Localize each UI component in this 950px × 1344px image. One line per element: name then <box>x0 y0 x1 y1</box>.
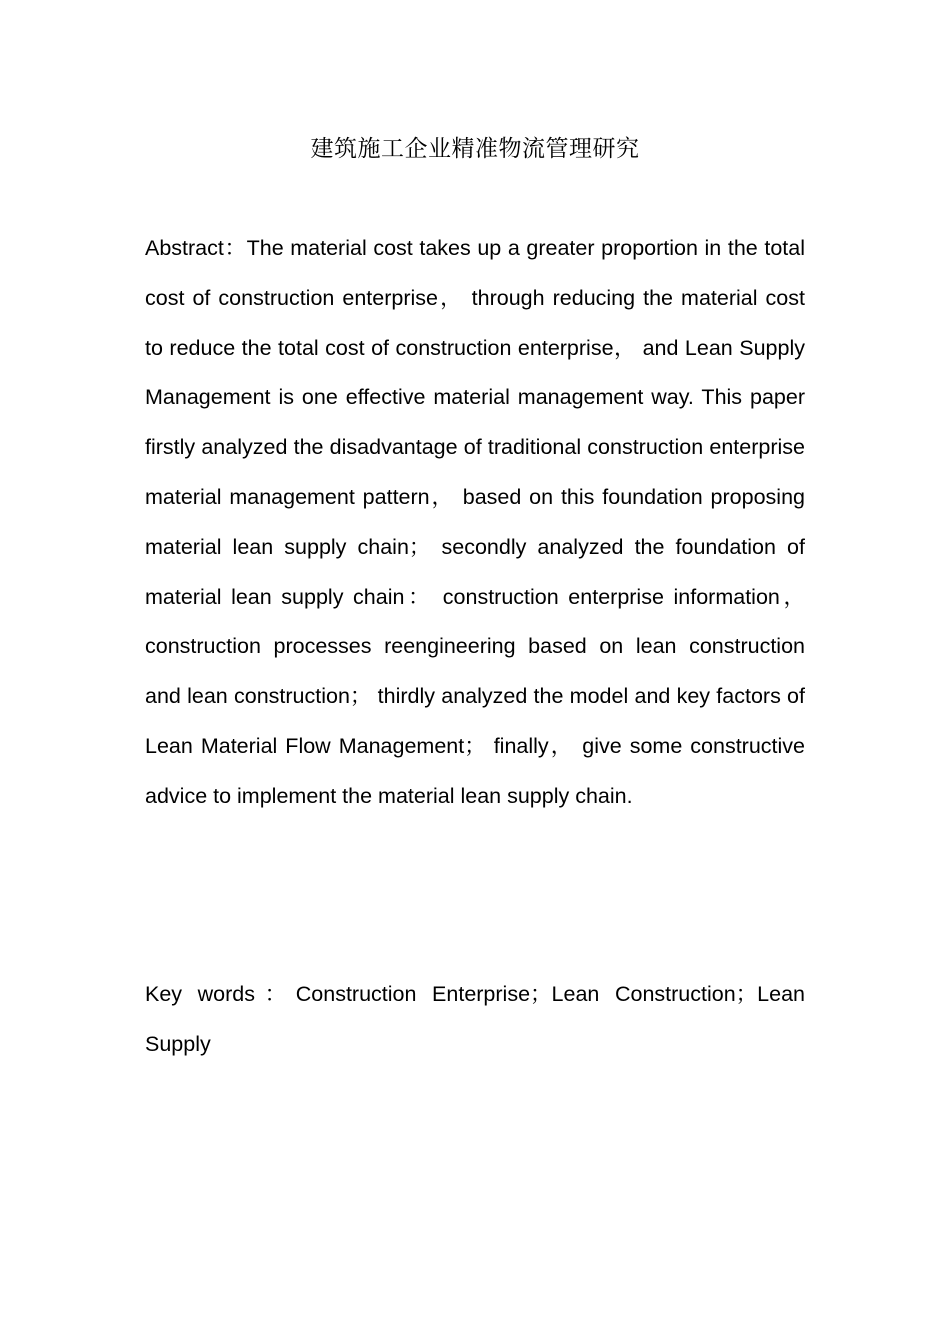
keywords-label: Key words： <box>145 982 296 1006</box>
keywords-text: Construction Enterprise；Lean Construction；Lean Supply <box>145 982 805 1056</box>
abstract-paragraph <box>145 224 805 822</box>
page-title: 建筑施工企业精准物流管理研究 <box>310 136 640 162</box>
abstract-label: Abstract： <box>145 236 247 260</box>
keywords-paragraph <box>145 970 805 1070</box>
abstract-text: The material cost takes up a greater proportion in the total cost of construction enterprise， through reducing the material cost to reduce the total cost of construction enterprise， and Lean Supply Management is one effective material management way. This paper firstly analyzed the disadvantage of traditional construction enterprise material management pattern， based on this foundation proposing material lean supply chain； secondly analyzed the foundation of material lean supply chain： construction enterprise information， construction processes reengineering based on lean construction and lean construction； thirdly analyzed the model and key factors of Lean Material Flow Management； finally， give some constructive advice to implement the material lean supply chain. <box>145 236 805 808</box>
